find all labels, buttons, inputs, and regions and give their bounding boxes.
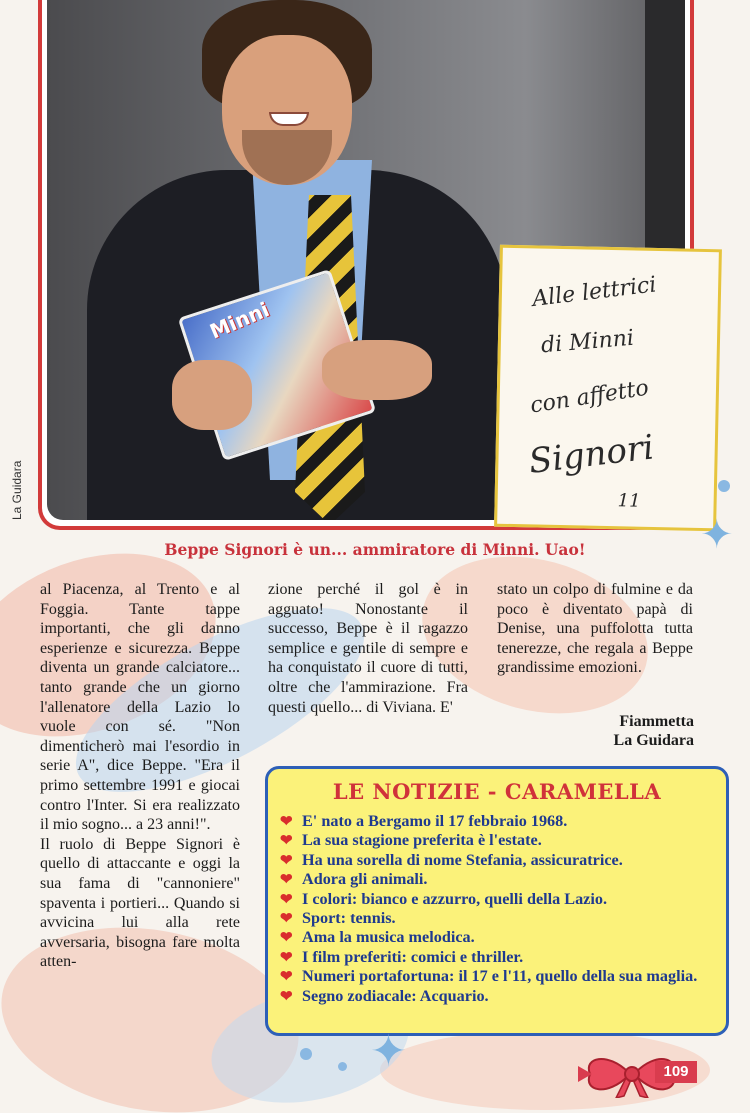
article-paragraph: zione perché il gol è in agguato! Nonostante il successo, Beppe è il ragazzo semplice e gentile di sempre e ha conquistato il cuore di tutti, oltre che l'ammirazione. Fra questi quello... di Viviana. E' [268,581,468,716]
photo-caption: Beppe Signori è un... ammiratore di Minni. Uao! [164,540,586,559]
heart-icon: ❤ [280,872,293,889]
heart-icon: ❤ [280,852,293,869]
list-item: ❤ Ama la musica melodica. [280,928,714,947]
page-number: 109 [655,1061,697,1083]
magazine-title: Minni [206,297,273,344]
star-icon: ✦ [700,512,734,557]
author-first-name: Fiammetta [619,713,694,730]
list-item: ❤ Ha una sorella di nome Stefania, assicuratrice. [280,851,714,870]
author-last-name: La Guidara [613,732,694,749]
autograph-line: Alle lettrici [530,272,658,312]
news-box [265,766,729,1036]
star-icon: ✦ [370,1027,407,1076]
heart-icon: ❤ [280,814,293,830]
heart-icon: ❤ [280,891,293,908]
dot-decoration [718,480,730,492]
heart-icon: ❤ [280,969,293,986]
autograph-card [494,245,722,532]
list-item: ❤ I colori: bianco e azzurro, quelli della Lazio. [280,890,714,909]
list-item: ❤ E' nato a Bergamo il 17 febbraio 1968. [280,812,714,831]
heart-icon: ❤ [280,930,293,947]
photo-credit: La Guidara [10,460,24,520]
heart-icon: ❤ [280,911,293,928]
list-item: ❤ I film preferiti: comici e thriller. [280,948,714,967]
article-paragraph: al Piacenza, al Trento e al Foggia. Tante tappe importanti, che gli danno esperienze e sicurezza. Beppe diventa un grande calciatore... tanto grande che un giorno l'allenatore della Lazio lo vuole con sé. "Non dimenticherò mai l'esordio in serie A", dice Beppe. "Era il primo settembre 1991 e giocai contro l'Inter. Si era realizzato il mio sogno... a 23 anni!". [40,581,240,834]
dot-decoration [338,1062,347,1071]
article-column-1 [40,580,240,972]
heart-icon: ❤ [280,988,293,1005]
list-item: ❤ Sport: tennis. [280,909,714,928]
signature: Signori [526,427,656,482]
article-paragraph: stato un colpo di fulmine e da poco è diventato papà di Denise, una puffolotta tutta tenerezze, che regala a Beppe grandissime emozioni. [497,581,693,677]
news-list [280,812,714,1006]
heart-icon: ❤ [280,949,293,966]
news-title: LE NOTIZIE - CARAMELLA [332,779,662,804]
list-item: ❤ La sua stagione preferita è l'estate. [280,831,714,850]
dot-decoration [300,1048,312,1060]
list-item: ❤ Adora gli animali. [280,870,714,889]
signature-number: 11 [617,490,641,512]
article-column-2 [268,580,468,717]
heart-icon: ❤ [280,833,293,850]
article-column-3 [497,580,693,678]
autograph-line: di Minni [540,325,635,359]
list-item: ❤ Numeri portafortuna: il 17 e l'11, quello della sua maglia. [280,967,714,986]
list-item: ❤ Segno zodiacale: Acquario. [280,987,714,1006]
autograph-line: con affetto [528,375,651,419]
article-paragraph: Il ruolo di Beppe Signori è quello di attaccante e oggi la sua fama di "cannoniere" spaventa i portieri... Quando si avvicina lui alla rete avversaria, bisogna fare molta atten- [40,835,240,971]
author-byline [560,712,694,750]
